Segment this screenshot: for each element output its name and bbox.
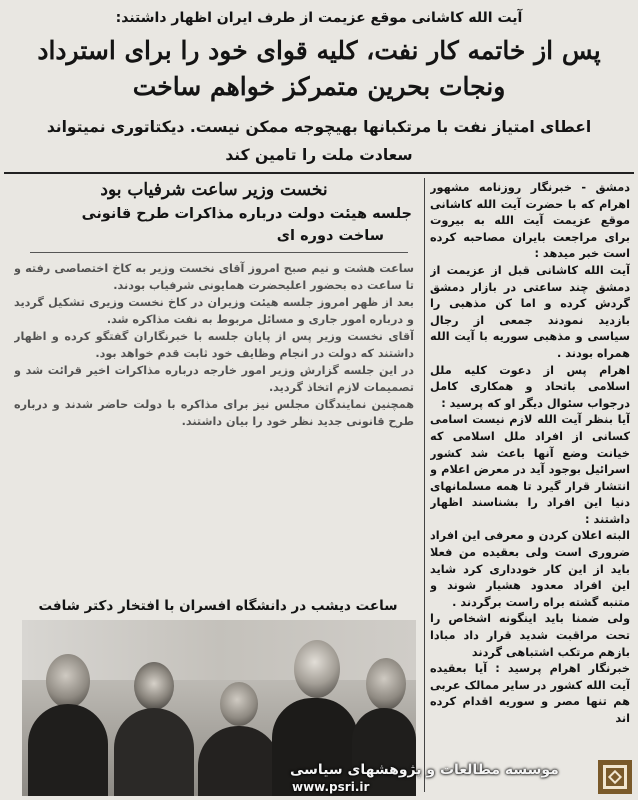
left-article-body [14,260,414,585]
right-article [430,180,630,740]
psri-logo-icon [598,760,632,794]
right-paragraph: دمشق - خبرنگار روزنامه مشهور اهرام که با حضرت آیت الله کاشانی موقع عزیمت آیت الله به بیروت برای مراجعت بایران مصاحبه کرده است خبر میدهد : [430,181,630,261]
left-article-subheading-1: جلسه هیئت دولت درباره مذاکرات طرح قانونی [81,206,412,222]
left-article [10,176,418,596]
watermark-url: www.psri.ir [292,780,370,794]
right-paragraph: البته اعلان کردن و معرفی این افراد ضروری است ولی بعقیده من فعلا باید از این کار خودداری کرد شاید این افراد معدود هشیار شوند و متنبه گشته براه راست برگردند . [430,529,630,609]
left-article-rule [30,252,408,253]
left-paragraph: بعد از ظهر امروز جلسه هیئت وزیران در کاخ نخست وزیری تشکیل گردید و درباره امور جاری و مسائل مربوط به نفت مذاکره شد. [14,296,414,326]
photo-person [28,646,108,796]
right-paragraph: ولی ضمنا باید اینگونه اشخاص را تحت مراقبت شدید قرار داد مبادا بازهم مرتکب اشتباهی گردند [430,612,630,659]
left-paragraph: همچنین نمایندگان مجلس نیز برای مذاکره با دولت حاضر شدند و درباره طرح قانونی جدید نظر خود را بیان داشتند. [14,398,414,428]
subhead-line-2: سعادت ملت را تامین کند [225,146,413,164]
left-paragraph: آقای نخست وزیر پس از پایان جلسه با خبرنگاران گفتگو کرده و اظهار داشتند که دولت در انجام وظایف خود ثابت قدم خواهد بود. [14,330,414,360]
subhead-line-1: اعطای امتیاز نفت با مرتکبانها بهیچوجه ممکن نیست. دیکتاتوری نمیتواند [46,118,592,136]
photo-person [114,656,194,796]
right-paragraph: اهرام پس از دعوت کلیه ملل اسلامی باتحاد و همکاری کامل درجواب سئوال دیگر او که پرسید : [430,363,630,410]
headline-line-1: پس از خاتمه کار نفت، کلیه قوای خود را برای استرداد [37,36,601,65]
right-paragraph: آیت الله کاشانی قبل از عزیمت از دمشق چند ساعتی در بازار دمشق گردش کرده و اما کن مذهبی را بازدید نمودند جمعی از رجال سیاسی و مذهبی سوریه با آیت الله همراه بودند . [430,263,630,360]
watermark-org-name: موسسه مطالعات و پژوهشهای سیاسی [290,762,559,778]
left-article-subheading-2: ساخت دوره ای [276,228,384,244]
top-divider [4,172,634,174]
photo-person [198,678,280,796]
photo-caption: ساعت دیشب در دانشگاه افسران با افتخار دکتر شافت [38,598,398,614]
right-paragraph: خبرنگار اهرام پرسید : آیا بعقیده آیت الله کشور در سایر ممالک عربی هم تنها مصر و سوریه اقدام کرده اند [430,662,630,725]
headline-line-2: ونجات بحرین متمرکز خواهم ساخت [132,72,506,101]
left-paragraph: ساعت هشت و نیم صبح امروز آقای نخست وزیر به کاخ اختصاصی رفته و تا ساعت ده بحضور اعلیحضرت همایونی شرفیاب بودند. [14,262,414,292]
left-paragraph: در این جلسه گزارش وزیر امور خارجه درباره مذاکرات اخیر قرائت شد و تصمیمات لازم اتخاذ گردید. [14,364,414,394]
left-article-heading: نخست وزیر ساعت شرفیاب بود [100,180,328,200]
column-divider [424,178,425,792]
kicker-line: آیت الله کاشانی موقع عزیمت از طرف ایران اظهار داشتند: [115,10,523,26]
right-paragraph: آیا بنظر آیت الله لازم نیست اسامی کسانی از افراد ملل اسلامی که خیانت وضع آنها باعث شد کشور اسرائیل بوجود آید در معرض اعلام و انتشار قرار گیرد تا همه مسلمانهای دنیا این افراد را بشناسند اظهار داشتند : [430,413,630,526]
